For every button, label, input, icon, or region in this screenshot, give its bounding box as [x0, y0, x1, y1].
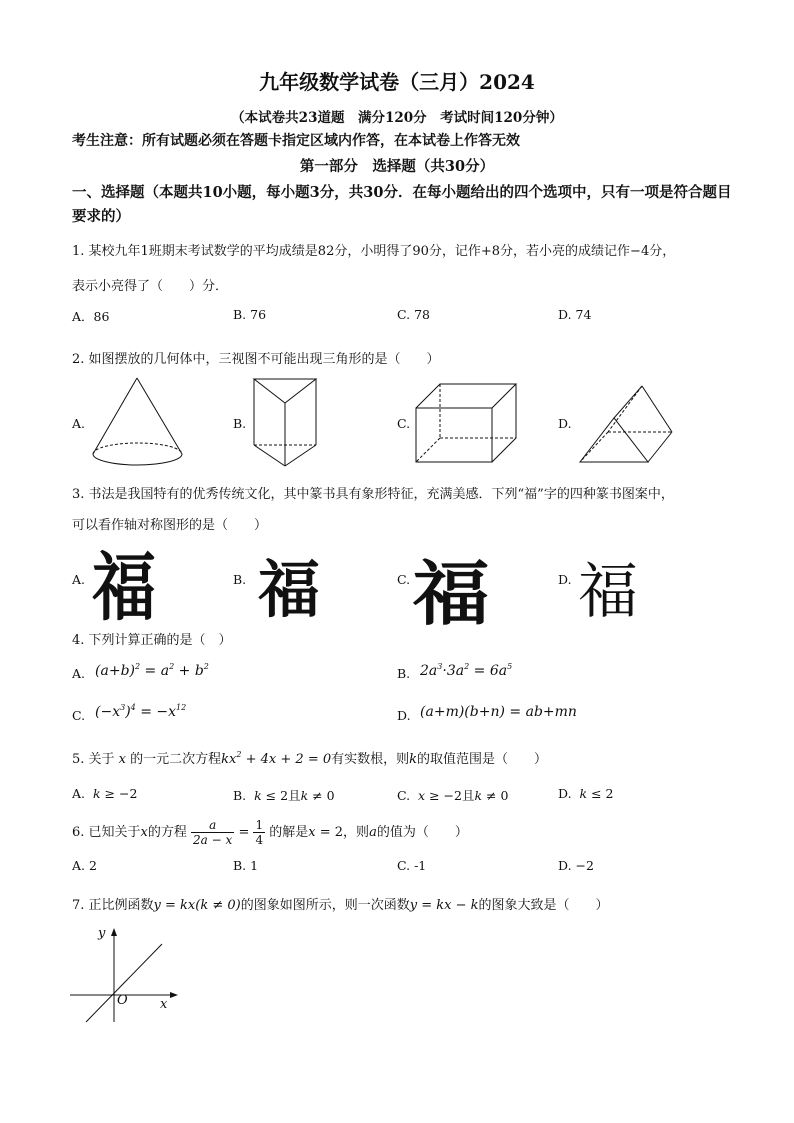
q5-option-c: C. x ≥ −2且k ≠ 0 [397, 788, 509, 803]
section-heading: 一、选择题（本题共10小题，每小题3分，共30分．在每小题给出的四个选项中，只有一项是符合题目要求的） [72, 184, 732, 225]
q1-option-b: B. 76 [233, 307, 267, 322]
q6-option-a: A. 2 [72, 858, 97, 873]
q6-option-b: B. 1 [233, 858, 259, 873]
seal-fu-d: 福 [578, 557, 638, 627]
lying-prism-figure [578, 382, 674, 466]
q4-formula-a: $(a+b)^2 = a^2 + b^2$ [95, 662, 209, 679]
seal-fu-a: 福 [92, 545, 156, 632]
q3-label-d: D. [558, 572, 572, 587]
part-heading: 第一部分 选择题（共30分） [299, 158, 495, 175]
q4-label-d: D. [397, 708, 411, 723]
cone-figure [88, 374, 188, 470]
cuboid-figure [414, 382, 518, 464]
q7-origin-label: O [117, 993, 128, 1008]
q1-option-d: D. 74 [558, 307, 592, 322]
q2-text: 2. 如图摆放的几何体中，三视图不可能出现三角形的是（ ） [72, 352, 440, 367]
q7-text: 7. 正比例函数y = kx(k ≠ 0)的图象如图所示，则一次函数y = kx − k的图象大致是（ ） [72, 898, 609, 913]
q1-option-c: C. 78 [397, 307, 430, 322]
q6-text: 6. 已知关于x的方程 $\frac{a}{2a - x}$ = $\frac{1}{4}$ 的解是x = 2，则a的值为（ ） [72, 818, 468, 847]
q1-option-a: A．86 [72, 309, 110, 324]
q6-option-d: D. −2 [558, 858, 594, 873]
seal-fu-c: 福 [412, 552, 490, 635]
q2-label-a: A. [72, 416, 86, 431]
q6-option-c: C. -1 [397, 858, 427, 873]
q1-line1: 1. 某校九年1班期末考试数学的平均成绩是82分，小明得了90分，记作+8分，若小亮的成绩记作−4分， [72, 244, 676, 259]
q5-option-b: B. k ≤ 2且k ≠ 0 [233, 788, 335, 803]
q4-text: 4. 下列计算正确的是（ ） [72, 633, 232, 648]
q3-line1: 3. 书法是我国特有的优秀传统文化，其中篆书具有象形特征，充满美感．下列“福”字的四种篆书图案中， [72, 487, 674, 502]
seal-fu-b: 福 [258, 553, 321, 626]
q2-label-d: D. [558, 416, 572, 431]
q5-option-a: A. k ≥ −2 [72, 786, 138, 801]
q7-axis-x-label: x [160, 997, 168, 1012]
triangular-prism-figure [252, 376, 318, 468]
q3-label-b: B. [233, 572, 247, 587]
q4-label-b: B. [397, 666, 411, 681]
q7-axis-y-label: y [98, 926, 106, 941]
q1-line2: 表示小亮得了（ ）分． [72, 279, 229, 294]
q2-label-c: C. [397, 416, 411, 431]
page-title: 九年级数学试卷（三月）2024 [259, 70, 535, 94]
q3-label-a: A. [72, 572, 86, 587]
q4-formula-b: $2a^3\cdot 3a^2 = 6a^5$ [420, 662, 513, 679]
q4-label-a: A. [72, 666, 86, 681]
q4-formula-d: (a+m)(b+n) = ab+mn [420, 704, 577, 720]
q4-label-c: C. [72, 708, 86, 723]
exam-info: （本试卷共23道题 满分120分 考试时间120分钟） [231, 110, 563, 126]
q5-option-d: D. k ≤ 2 [558, 786, 614, 801]
exam-notice: 考生注意：所有试题必须在答题卡指定区域内作答，在本试卷上作答无效 [72, 133, 520, 149]
q5-text: 5. 关于 x 的一元二次方程$kx^2 + 4x + 2 = 0$有实数根，则k的取值范围是（ ） [72, 750, 548, 767]
q2-label-b: B. [233, 416, 247, 431]
q3-label-c: C. [397, 572, 411, 587]
q7-graph [66, 924, 186, 1024]
q3-line2: 可以看作轴对称图形的是（ ） [72, 518, 268, 533]
q4-formula-c: $(-x^3)^4 = -x^{12}$ [95, 703, 187, 720]
